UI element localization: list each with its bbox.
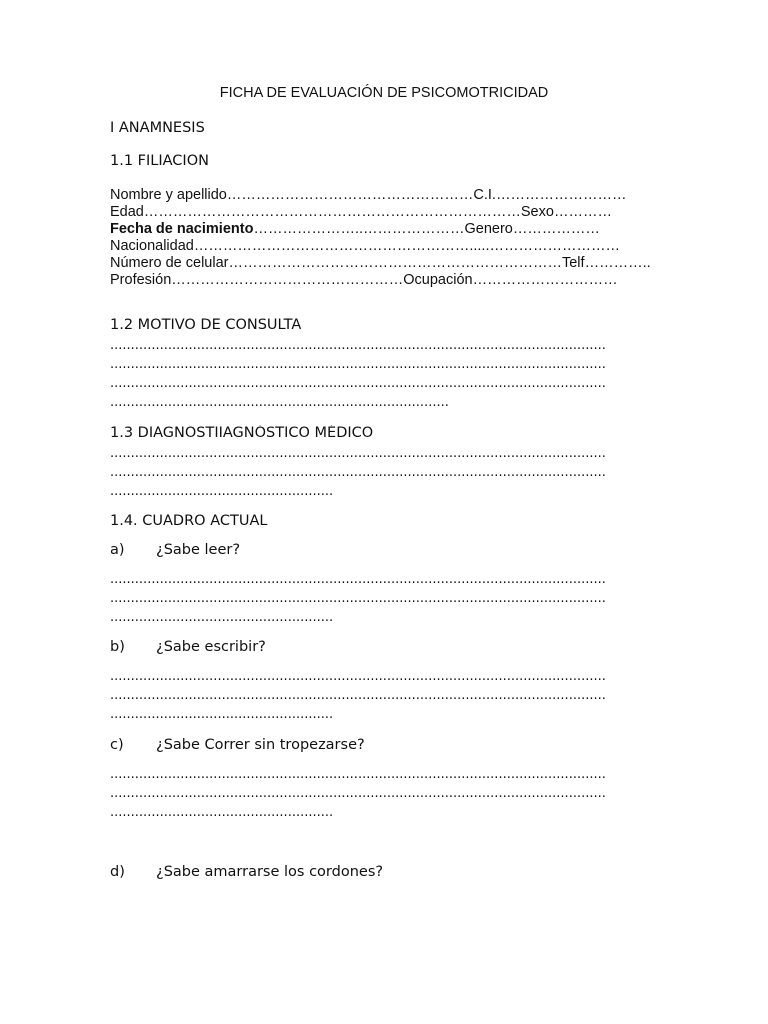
question-d (110, 864, 655, 880)
answer-line: ........................................................................................................................ (110, 572, 606, 587)
field-dots: ………………………………………………….....……………………… (193, 238, 620, 254)
field-label: Sexo (520, 204, 554, 220)
question-text: ¿Sabe amarrarse los cordones? (156, 864, 384, 880)
field-label: Fecha de nacimiento (110, 221, 254, 237)
field-profesion (110, 272, 655, 288)
field-dots: …………………………………………………………………… (143, 204, 521, 220)
field-label: Ocupación (403, 272, 473, 288)
field-label: Nacionalidad (110, 238, 194, 254)
section-diagnostico: 1.3 DIAGNOSTIIAGNÓSTICO MÉDICO (110, 425, 374, 441)
question-letter: c) (110, 737, 124, 753)
field-label: Telf (561, 255, 585, 271)
answer-line: ...................................................... (110, 610, 334, 625)
answer-line: ........................................................................................................................ (110, 669, 606, 684)
field-dots: …………………..………………… (253, 221, 465, 237)
answer-line: ........................................................................................................................ (110, 591, 606, 606)
answer-line: ...................................................... (110, 707, 334, 722)
question-letter: b) (110, 639, 125, 655)
field-label: Edad (110, 204, 144, 220)
question-a (110, 542, 655, 558)
field-nombre (110, 187, 655, 203)
answer-line: ........................................................................................................................ (110, 338, 606, 353)
question-letter: d) (110, 864, 125, 880)
field-dots: …………………………………………………………… (228, 255, 562, 271)
field-fecha-nacimiento (110, 221, 655, 237)
section-anamnesis: I ANAMNESIS (110, 120, 205, 136)
answer-line: ........................................................................................................................ (110, 465, 606, 480)
answer-line: .................................................................................. (110, 395, 449, 410)
field-dots: ……………… (512, 221, 600, 237)
answer-line: ........................................................................................................................ (110, 688, 606, 703)
answer-line: ...................................................... (110, 805, 334, 820)
answer-line: ........................................................................................................................ (110, 357, 606, 372)
question-text: ¿Sabe Correr sin tropezarse? (156, 737, 365, 753)
field-edad (110, 204, 655, 220)
section-cuadro-actual: 1.4. CUADRO ACTUAL (110, 513, 268, 529)
answer-line: ........................................................................................................................ (110, 376, 606, 391)
question-text: ¿Sabe escribir? (156, 639, 266, 655)
field-dots: ……………………… (495, 187, 627, 203)
section-filiacion: 1.1 FILIACION (110, 153, 209, 169)
question-letter: a) (110, 542, 125, 558)
answer-line: ........................................................................................................................ (110, 767, 606, 782)
field-celular (110, 255, 655, 271)
field-label: Nombre y apellido (110, 187, 227, 203)
section-motivo-consulta: 1.2 MOTIVO DE CONSULTA (110, 317, 302, 333)
field-dots: ………………………… (472, 272, 618, 288)
field-label: Número de celular (110, 255, 229, 271)
field-label: Genero (464, 221, 513, 237)
field-nacionalidad (110, 238, 655, 254)
field-dots: ………… (553, 204, 612, 220)
answer-line: ...................................................... (110, 484, 334, 499)
question-text: ¿Sabe leer? (156, 542, 241, 558)
field-dots: ………….. (584, 255, 651, 271)
field-dots: ………………………………………… (171, 272, 404, 288)
document-title: FICHA DE EVALUACIÓN DE PSICOMOTRICIDAD (219, 85, 549, 101)
question-b (110, 639, 655, 655)
answer-line: ........................................................................................................................ (110, 786, 606, 801)
answer-line: ........................................................................................................................ (110, 446, 606, 461)
question-c (110, 737, 655, 753)
field-dots: …………………………………………… (226, 187, 474, 203)
field-label: C.I. (473, 187, 496, 203)
field-label: Profesión (110, 272, 172, 288)
